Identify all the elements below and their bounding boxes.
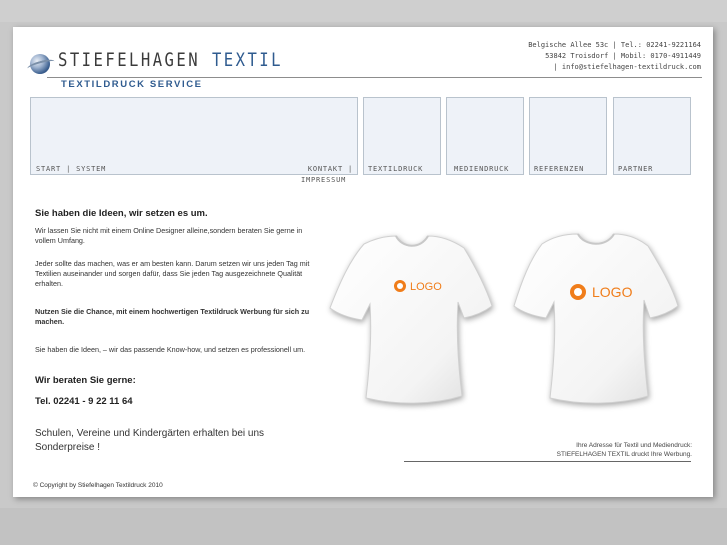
background-bottom xyxy=(0,508,727,545)
header-divider xyxy=(47,77,702,78)
nav-partner[interactable]: PARTNER xyxy=(618,165,654,173)
nav-box-textildruck[interactable] xyxy=(363,97,441,175)
contact-mobile: 53842 Troisdorf | Mobil: 0170-4911449 xyxy=(545,52,701,60)
content-paragraph-2: Jeder sollte das machen, was er am besten kann. Darum setzen wir uns jeden Tag mit Textilien auseinander und sorgen dafür, dass Sie jeden Tag ausgezeichnete Qualität erhalten. xyxy=(35,259,310,288)
copyright: © Copyright by Stiefelhagen Textildruck 2010 xyxy=(33,482,163,489)
contact-info xyxy=(528,40,701,73)
nav-referenzen[interactable]: REFERENZEN xyxy=(534,165,585,173)
nav-box-partner[interactable] xyxy=(613,97,691,175)
tagline: TEXTILDRUCK SERVICE xyxy=(61,79,203,90)
logo-word-textil: TEXTIL xyxy=(211,49,283,71)
content-paragraph-3: Nutzen Sie die Chance, mit einem hochwertigen Textildruck Werbung für sich zu machen. xyxy=(35,307,310,326)
footer-divider xyxy=(404,461,691,462)
nav-textildruck[interactable]: TEXTILDRUCK xyxy=(368,165,424,173)
contact-email[interactable]: | info@stiefelhagen-textildruck.com xyxy=(553,63,701,71)
nav-box-mediendruck[interactable] xyxy=(446,97,524,175)
logo-word-stiefelhagen: STIEFELHAGEN xyxy=(58,49,201,71)
content-paragraph-4: Sie haben die Ideen, – wir das passende Know-how, und setzen es professionell um. xyxy=(35,345,306,354)
footer-address-line2: STIEFELHAGEN TEXTIL druckt Ihre Werbung. xyxy=(556,451,692,458)
nav-box-referenzen[interactable] xyxy=(529,97,607,175)
content-headline: Sie haben die Ideen, wir setzen es um. xyxy=(35,208,208,219)
tshirt-left xyxy=(330,236,492,403)
tshirts-image xyxy=(316,224,686,414)
logo-text-right: LOGO xyxy=(592,284,633,300)
contact-address: Belgische Allee 53c | Tel.: 02241-9221164 xyxy=(528,41,701,49)
nav-main-box xyxy=(30,97,358,175)
nav-kontakt[interactable]: KONTAKT | xyxy=(307,165,353,173)
nav-impressum[interactable]: IMPRESSUM xyxy=(301,176,347,184)
nav-start-system[interactable]: START | SYSTEM xyxy=(36,165,107,173)
nav-mediendruck[interactable]: MEDIENDRUCK xyxy=(454,165,510,173)
phone-number: Tel. 02241 - 9 22 11 64 xyxy=(35,396,133,407)
logo-text xyxy=(58,49,283,71)
footer-address-line1: Ihre Adresse für Textil und Mediendruck: xyxy=(576,442,692,449)
page-container xyxy=(13,27,713,497)
special-offer-text: Schulen, Vereine und Kindergärten erhalten bei uns Sonderpreise ! xyxy=(35,428,265,453)
consulting-heading: Wir beraten Sie gerne: xyxy=(35,375,136,386)
logo-text-left: LOGO xyxy=(410,281,442,293)
background-top xyxy=(0,0,727,22)
content-paragraph-1: Wir lassen Sie nicht mit einem Online Designer alleine,sondern beraten Sie gerne in vollem Umfang. xyxy=(35,226,303,245)
footer-address xyxy=(557,441,692,459)
tshirt-right xyxy=(514,234,678,403)
